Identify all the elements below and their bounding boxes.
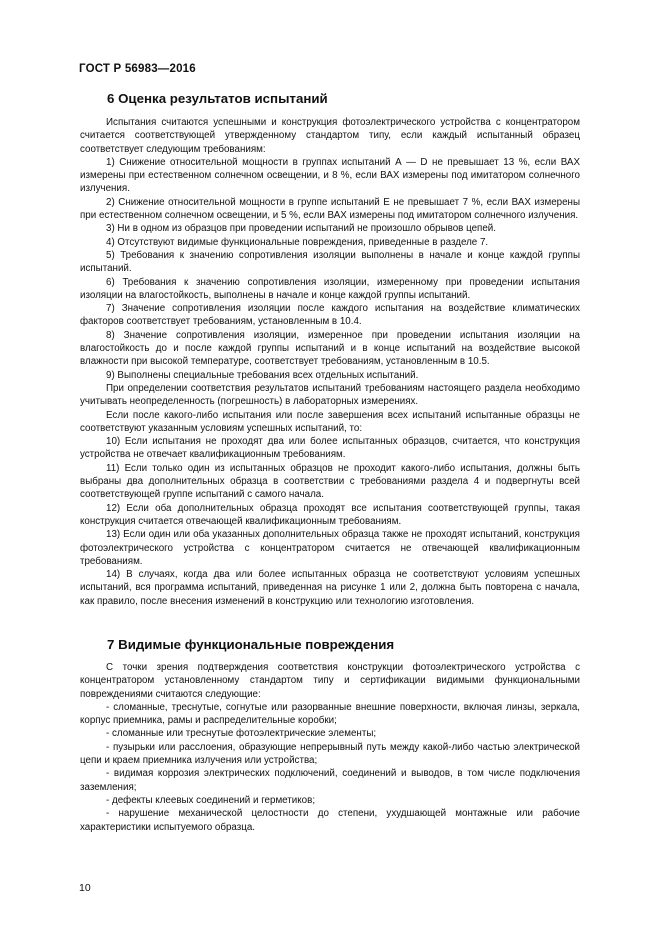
paragraph: 3) Ни в одном из образцов при проведении испытаний не произошло обрывов цепей. (106, 223, 496, 235)
paragraph: 11) Если только один из испытанных образцов не проходит какого-либо испытания, должны быть выбраны два дополнительных образца в соответствии с требованиями раздела 4 и подвергнуты всей соответствующей группе испытаний с самого начала. (80, 462, 580, 501)
paragraph: При определении соответствия результатов испытаний требованиям настоящего раздела необходимо учитывать неопределенность (погрешность) в лабораторных измерениях. (80, 382, 580, 408)
paragraph: 5) Требования к значению сопротивления изоляции выполнены в начале и конце каждой группы испытаний. (80, 249, 580, 275)
paragraph: Испытания считаются успешными и конструкция фотоэлектрического устройства с концентратором считается соответствующей утвержденному стандартом типу, если каждый испытанный образец соответствует следующим требованиям: (80, 117, 580, 155)
paragraph: 13) Если один или оба указанных дополнительных образца также не проходят испытаний, конструкция фотоэлектрического устройства с концентратором считается не отвечающей квалификационным требованиям. (80, 529, 580, 567)
paragraph: С точки зрения подтверждения соответствия конструкции фотоэлектрического устройства с концентратором установленному стандартом типу и сертификации видимыми функциональными повреждениями считаются следующие: (80, 662, 580, 700)
paragraph: 6) Требования к значению сопротивления изоляции, измеренному при проведении испытания изоляции на влагостойкость, выполнены в начале и конце каждой группы испытаний. (80, 276, 580, 301)
list-item: - сломанные, треснутые, согнутые или разорванные внешние поверхности, включая линзы, зеркала, корпус приемника, рамы и распределительные коробки; (80, 701, 580, 727)
paragraph: 8) Значение сопротивления изоляции, измеренное при проведении испытания изоляции на влагостойкость до и после каждой группы испытаний и в конце испытаний на воздействие высокой влажности при высокой температуре, соответствует требованиям, установленным в 10.5. (80, 329, 580, 368)
paragraph: 12) Если оба дополнительных образца проходят все испытания соответствующей группы, такая конструкция считается отвечающей квалификационным требованиям. (80, 502, 580, 527)
paragraph: 4) Отсутствуют видимые функциональные повреждения, приведенные в разделе 7. (106, 236, 489, 248)
list-item: - сломанные или треснутые фотоэлектрические элементы; (106, 728, 377, 740)
section-7-body (80, 661, 580, 834)
paragraph: 10) Если испытания не проходят два или более испытанных образцов, считается, что конструкция устройства не отвечает квалификационным требованиям. (80, 436, 580, 461)
section-6-title: 6 Оценка результатов испытаний (107, 91, 328, 106)
paragraph: 1) Снижение относительной мощности в группах испытаний А — D не превышает 13 %, если ВАХ измерены при естественном солнечном освещении, и 8 %, если ВАХ измерены под имитатором солнечного излучения. (80, 156, 580, 195)
paragraph: 2) Снижение относительной мощности в группе испытаний E не превышает 7 %, если ВАХ измерены при естественном солнечном освещении, и 5 %, если ВАХ измерены под имитатором солнечного излучения. (80, 196, 580, 222)
list-item: - видимая коррозия электрических подключений, соединений и выводов, в том числе подключения заземления; (80, 768, 580, 793)
list-item: - нарушение механической целостности до степени, ухудшающей монтажные или рабочие характеристики испытуемого образца. (80, 808, 580, 833)
section-6-body (80, 116, 580, 608)
paragraph: 9) Выполнены специальные требования всех отдельных испытаний. (106, 369, 419, 381)
section-7-title: 7 Видимые функциональные повреждения (107, 637, 395, 652)
document-header: ГОСТ Р 56983—2016 (79, 63, 196, 75)
list-item: - дефекты клеевых соединений и герметиков; (106, 794, 316, 806)
paragraph: 14) В случаях, когда два или более испытанных образца не соответствуют условиям успешных испытаний, вся программа испытаний, приведенная на рисунке 1 или 2, должна быть повторена с начала, как правило, после внесения изменений в конструкцию или технологию изготовления. (80, 569, 580, 607)
list-item: - пузырьки или расслоения, образующие непрерывный путь между какой-либо частью электрической цепи и краем приемника излучения или устройства; (80, 741, 580, 767)
paragraph: Если после какого-либо испытания или после завершения всех испытаний испытанные образцы не соответствуют указанным условиям успешных испытаний, то: (80, 409, 580, 434)
page-number: 10 (79, 882, 91, 894)
paragraph: 7) Значение сопротивления изоляции после каждого испытания на воздействие климатических факторов соответствует требованиям, установленным в 10.4. (80, 303, 580, 328)
